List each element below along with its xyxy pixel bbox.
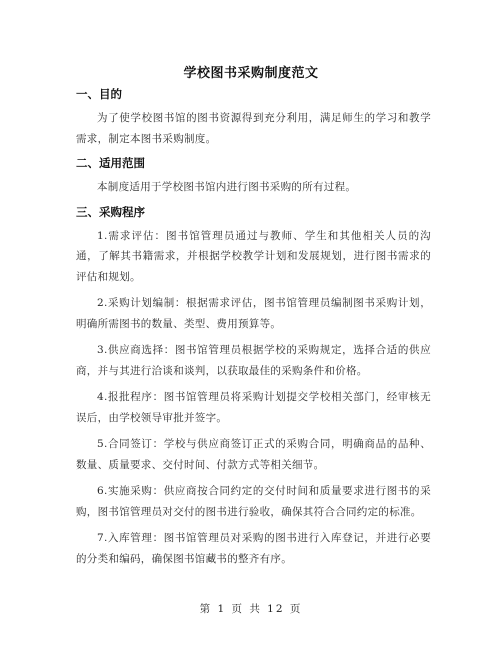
paragraph: 本制度适用于学校图书馆内进行图书采购的所有过程。	[97, 181, 357, 193]
section-procedure	[76, 204, 431, 570]
document-body	[76, 86, 431, 575]
procedure-step-4: 4.报批程序：图书馆管理员将采购计划提交学校相关部门，经审核无误后，由学校领导审批并签字。	[76, 391, 431, 424]
procedure-step-2: 2.采购计划编制：根据需求评估，图书馆管理员编制图书采购计划，明确所需图书的数量、类型、费用预算等。	[76, 297, 431, 330]
paragraph: 为了使学校图书馆的图书资源得到充分利用，满足师生的学习和教学需求，制定本图书采购制度。	[76, 112, 431, 145]
procedure-step-6: 6.实施采购：供应商按合同约定的交付时间和质量要求进行图书的采购，图书馆管理员对交付的图书进行验收，确保其符合合同约定的标准。	[76, 485, 431, 518]
procedure-step-5: 5.合同签订：学校与供应商签订正式的采购合同，明确商品的品种、数量、质量要求、交付时间、付款方式等相关细节。	[76, 438, 431, 471]
procedure-step-1: 1.需求评估：图书馆管理员通过与教师、学生和其他相关人员的沟通，了解其书籍需求，并根据学校教学计划和发展规划，进行图书需求的评估和规划。	[76, 229, 431, 283]
procedure-step-3: 3.供应商选择：图书馆管理员根据学校的采购规定，选择合适的供应商，并与其进行洽谈和谈判，以获取最佳的采购条件和价格。	[76, 344, 431, 377]
section-heading: 一、目的	[76, 87, 122, 101]
section-purpose	[76, 86, 431, 149]
page-number-footer: 第 1 页 共 12 页	[199, 603, 303, 615]
section-heading: 三、采购程序	[76, 204, 145, 219]
document-title: 学校图书采购制度范文	[183, 66, 319, 81]
section-heading: 二、适用范围	[76, 156, 145, 170]
procedure-step-7: 7.入库管理：图书馆管理员对采购的图书进行入库登记，并进行必要的分类和编码，确保图书馆藏书的整齐有序。	[76, 532, 431, 565]
section-scope	[76, 155, 431, 198]
